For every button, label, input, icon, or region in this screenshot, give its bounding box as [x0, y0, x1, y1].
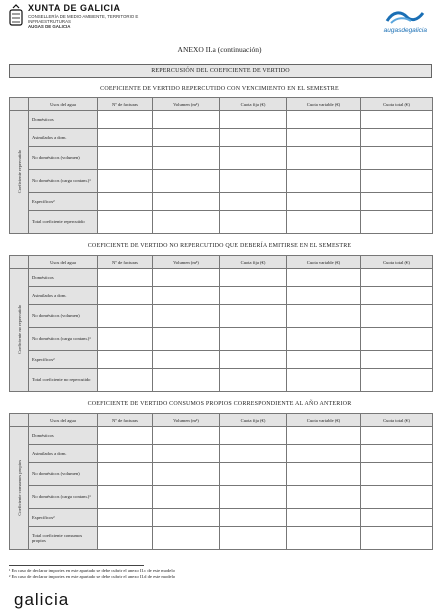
col-header-cuota-total: Cuota total (€): [361, 98, 433, 111]
input-cell[interactable]: [220, 111, 287, 129]
row-label: Domésticos: [29, 269, 98, 287]
row-label: Total coeficiente consumos propios: [29, 527, 98, 550]
col-header-facturas: Nº de facturas: [98, 414, 153, 427]
col-header-cuota-fija: Cuota fija (€): [220, 414, 287, 427]
input-cell[interactable]: [361, 509, 433, 527]
input-cell[interactable]: [287, 427, 361, 445]
agency-line: AUGAS DE GALICIA: [28, 24, 71, 29]
section-title-1: COEFICIENTE DE VERTIDO REPERCUTIDO CON VENCIMIENTO EN EL SEMESTRE: [100, 86, 339, 92]
input-cell[interactable]: [153, 111, 220, 129]
footnotes: [9, 568, 175, 580]
row-label: Asimilados a dom.: [29, 129, 98, 147]
col-header-facturas: Nº de facturas: [98, 256, 153, 269]
col-header-cuota-variable: Cuota variable (€): [287, 256, 361, 269]
input-cell[interactable]: [153, 527, 220, 550]
input-cell[interactable]: [153, 463, 220, 486]
input-cell[interactable]: [287, 486, 361, 509]
input-cell[interactable]: [287, 129, 361, 147]
input-cell[interactable]: [153, 211, 220, 234]
col-header-cuota-fija: Cuota fija (€): [220, 98, 287, 111]
input-cell[interactable]: [361, 111, 433, 129]
input-cell[interactable]: [220, 193, 287, 211]
input-cell[interactable]: [98, 427, 153, 445]
input-cell[interactable]: [98, 509, 153, 527]
input-cell[interactable]: [98, 211, 153, 234]
row-label: Total coeficiente no repercutido: [29, 369, 98, 392]
section-title-2: COEFICIENTE DE VERTIDO NO REPERCUTIDO QUE DEBERÍA EMITIRSE EN EL SEMESTRE: [87, 243, 352, 249]
input-cell[interactable]: [361, 269, 433, 287]
col-header-cuota-total: Cuota total (€): [361, 256, 433, 269]
input-cell[interactable]: [98, 328, 153, 351]
row-label: Específicos²: [29, 193, 98, 211]
row-label: No domésticos (carga contam.)¹: [29, 170, 98, 193]
input-cell[interactable]: [98, 463, 153, 486]
row-label: Domésticos: [29, 427, 98, 445]
input-cell[interactable]: [153, 287, 220, 305]
section-banner: REPERCUSIÓN DEL COEFICIENTE DE VERTIDO: [9, 64, 432, 78]
row-label: Asimilados a dom.: [29, 287, 98, 305]
table-coef-consumos-propios: [9, 413, 433, 550]
augas-de-galicia-logo: [361, 7, 431, 37]
col-header-volumen: Volumen (m³): [153, 98, 220, 111]
input-cell[interactable]: [220, 170, 287, 193]
row-label: Específicos²: [29, 509, 98, 527]
input-cell[interactable]: [287, 369, 361, 392]
input-cell[interactable]: [361, 211, 433, 234]
input-cell[interactable]: [287, 287, 361, 305]
side-label-cell: [10, 269, 29, 392]
input-cell[interactable]: [98, 193, 153, 211]
input-cell[interactable]: [98, 445, 153, 463]
row-label: No domésticos (volumen): [29, 463, 98, 486]
col-header-facturas: Nº de facturas: [98, 98, 153, 111]
row-label: Total coeficiente repercutido: [29, 211, 98, 234]
input-cell[interactable]: [220, 147, 287, 170]
input-cell[interactable]: [220, 463, 287, 486]
section-title-3: COEFICIENTE DE VERTIDO CONSUMOS PROPIOS CORRESPONDIENTE AL AÑO ANTERIOR: [87, 401, 352, 407]
input-cell[interactable]: [361, 328, 433, 351]
input-cell[interactable]: [220, 305, 287, 328]
input-cell[interactable]: [287, 509, 361, 527]
row-label: Específicos²: [29, 351, 98, 369]
input-cell[interactable]: [287, 328, 361, 351]
side-label: Coeficiente consumos propios: [16, 459, 22, 516]
footnote-2: ² En caso de declarar importes en este apartado se debe cubrir el anexo II.d de este modelo: [9, 574, 176, 579]
row-label: Asimilados a dom.: [29, 445, 98, 463]
footnote-1: ¹ En caso de declarar importes en este apartado se debe cubrir el anexo II.c de este modelo: [9, 568, 175, 573]
input-cell[interactable]: [153, 269, 220, 287]
input-cell[interactable]: [287, 305, 361, 328]
input-cell[interactable]: [98, 287, 153, 305]
input-cell[interactable]: [287, 527, 361, 550]
side-label-cell: [10, 427, 29, 550]
input-cell[interactable]: [287, 170, 361, 193]
input-cell[interactable]: [220, 369, 287, 392]
department-name: [28, 14, 158, 29]
page-header: [6, 3, 433, 39]
input-cell[interactable]: [220, 269, 287, 287]
input-cell[interactable]: [220, 351, 287, 369]
input-cell[interactable]: [361, 170, 433, 193]
input-cell[interactable]: [98, 170, 153, 193]
input-cell[interactable]: [287, 193, 361, 211]
input-cell[interactable]: [153, 351, 220, 369]
input-cell[interactable]: [153, 328, 220, 351]
row-label: No domésticos (carga contam.)¹: [29, 486, 98, 509]
input-cell[interactable]: [153, 509, 220, 527]
input-cell[interactable]: [153, 486, 220, 509]
input-cell[interactable]: [98, 486, 153, 509]
xunta-name: XUNTA DE GALICIA: [28, 3, 121, 13]
input-cell[interactable]: [220, 509, 287, 527]
corner-cell: [10, 98, 29, 111]
input-cell[interactable]: [361, 129, 433, 147]
col-header-cuota-variable: Cuota variable (€): [287, 98, 361, 111]
input-cell[interactable]: [361, 463, 433, 486]
input-cell[interactable]: [153, 170, 220, 193]
input-cell[interactable]: [220, 486, 287, 509]
input-cell[interactable]: [220, 287, 287, 305]
input-cell[interactable]: [361, 305, 433, 328]
col-header-usos: Usos del agua: [29, 98, 98, 111]
input-cell[interactable]: [361, 486, 433, 509]
input-cell[interactable]: [287, 211, 361, 234]
col-header-usos: Usos del agua: [29, 256, 98, 269]
col-header-cuota-fija: Cuota fija (€): [220, 256, 287, 269]
input-cell[interactable]: [153, 193, 220, 211]
input-cell[interactable]: [98, 351, 153, 369]
xunta-logo: [6, 3, 156, 39]
input-cell[interactable]: [153, 427, 220, 445]
input-cell[interactable]: [287, 111, 361, 129]
input-cell[interactable]: [361, 445, 433, 463]
input-cell[interactable]: [98, 129, 153, 147]
input-cell[interactable]: [361, 147, 433, 170]
row-label: No domésticos (volumen): [29, 147, 98, 170]
galicia-logo: galicia: [14, 590, 70, 609]
row-label: Domésticos: [29, 111, 98, 129]
input-cell[interactable]: [361, 351, 433, 369]
input-cell[interactable]: [361, 427, 433, 445]
row-label: No domésticos (carga contam.)¹: [29, 328, 98, 351]
input-cell[interactable]: [153, 305, 220, 328]
input-cell[interactable]: [220, 328, 287, 351]
input-cell[interactable]: [361, 193, 433, 211]
side-label: Coeficiente no repercutido: [16, 305, 22, 354]
input-cell[interactable]: [361, 527, 433, 550]
input-cell[interactable]: [287, 445, 361, 463]
input-cell[interactable]: [98, 305, 153, 328]
xunta-coat-of-arms-icon: [8, 4, 24, 28]
input-cell[interactable]: [361, 287, 433, 305]
input-cell[interactable]: [220, 211, 287, 234]
input-cell[interactable]: [220, 527, 287, 550]
input-cell[interactable]: [98, 111, 153, 129]
input-cell[interactable]: [287, 269, 361, 287]
table-coef-repercutido: [9, 97, 433, 234]
corner-cell: [10, 414, 29, 427]
footnote-divider: [9, 565, 144, 566]
col-header-usos: Usos del agua: [29, 414, 98, 427]
input-cell[interactable]: [98, 369, 153, 392]
input-cell[interactable]: [98, 269, 153, 287]
wave-icon: [385, 9, 425, 25]
annex-title: ANEXO II.a (continuación): [177, 45, 262, 54]
input-cell[interactable]: [287, 147, 361, 170]
input-cell[interactable]: [361, 369, 433, 392]
input-cell[interactable]: [153, 445, 220, 463]
input-cell[interactable]: [98, 147, 153, 170]
input-cell[interactable]: [153, 129, 220, 147]
input-cell[interactable]: [153, 369, 220, 392]
input-cell[interactable]: [220, 427, 287, 445]
input-cell[interactable]: [287, 351, 361, 369]
row-label: No domésticos (volumen): [29, 305, 98, 328]
input-cell[interactable]: [98, 527, 153, 550]
col-header-volumen: Volumen (m³): [153, 414, 220, 427]
input-cell[interactable]: [153, 147, 220, 170]
col-header-cuota-variable: Cuota variable (€): [287, 414, 361, 427]
side-label: Coeficiente repercutido: [16, 149, 22, 194]
input-cell[interactable]: [220, 445, 287, 463]
corner-cell: [10, 256, 29, 269]
side-label-cell: [10, 111, 29, 234]
input-cell[interactable]: [287, 463, 361, 486]
augas-logo-text: augasdegalicia: [383, 27, 427, 34]
col-header-volumen: Volumen (m³): [153, 256, 220, 269]
table-coef-no-repercutido: [9, 255, 433, 392]
department-line: CONSELLERÍA DE MEDIO AMBIENTE, TERRITORIO E INFRAESTRUTURAS: [28, 14, 139, 24]
input-cell[interactable]: [220, 129, 287, 147]
col-header-cuota-total: Cuota total (€): [361, 414, 433, 427]
